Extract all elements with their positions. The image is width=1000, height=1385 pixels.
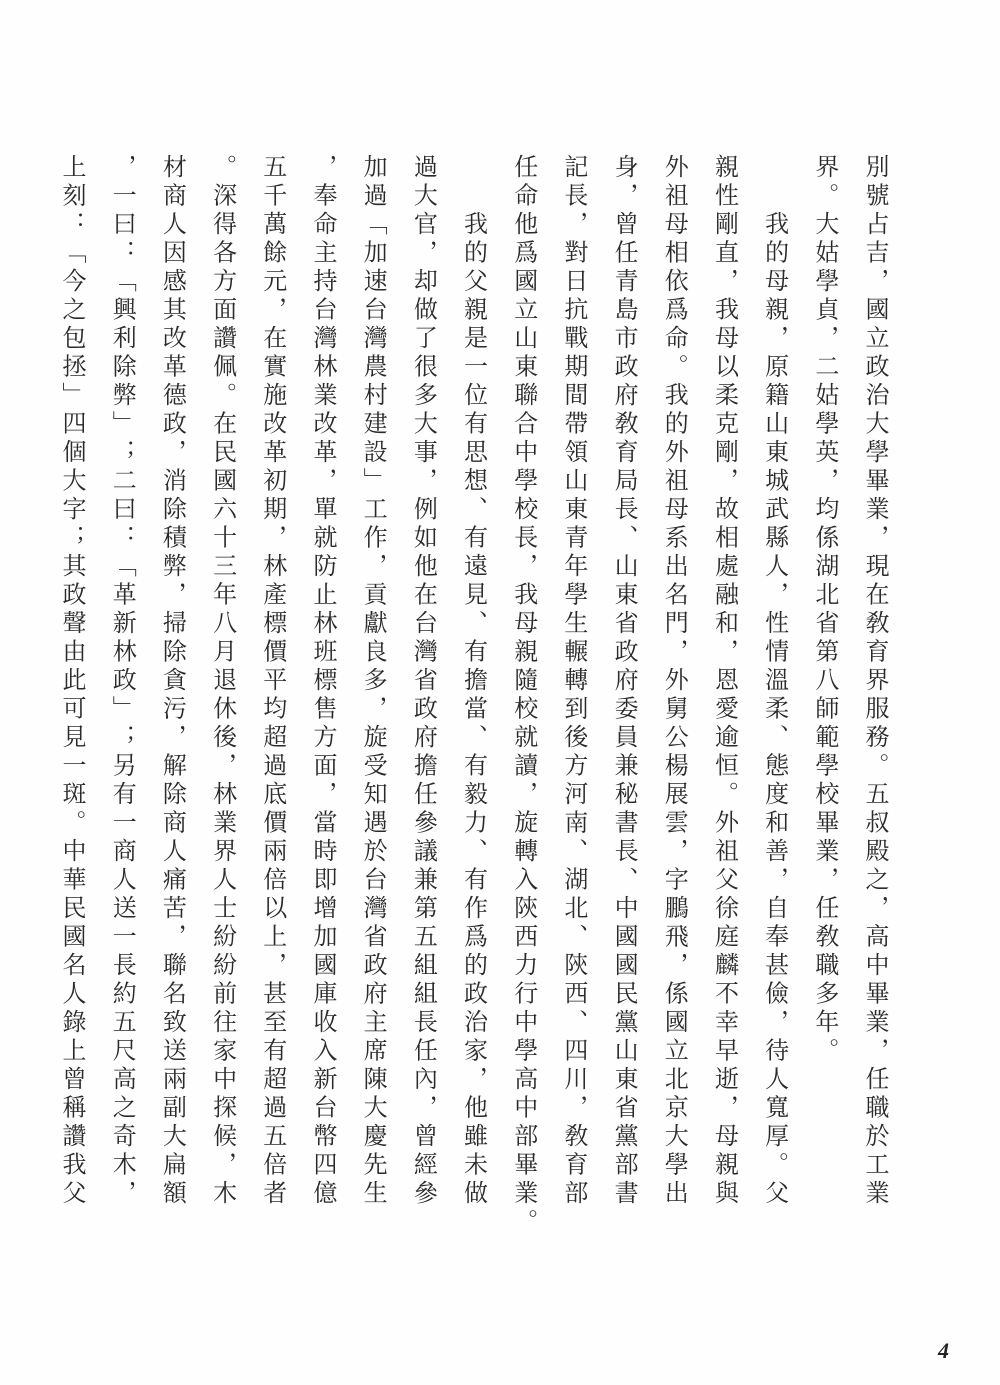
text-column-7: 記長，對日抗戰期間帶領山東青年學生輾轉到後方河南、湖北、陝西、四川，敎育部	[559, 154, 588, 1209]
text-column-14: 。深得各方面讚佩。在民國六十三年八月退休後，林業界人士紛紛前往家中探候，木	[208, 154, 237, 1209]
text-column-8: 任命他爲國立山東聯合中學校長，我母親隨校就讀，旋轉入陝西力行中學高中部畢業。	[509, 154, 538, 1237]
text-column-2: 界。大姑學貞，二姑學英，均係湖北省第八師範學校畢業，任敎職多年。	[810, 154, 839, 1066]
page-number: 4	[938, 1338, 949, 1363]
text-column-17: 上刻：「今之包拯」四個大字；其政聲由此可見一斑。中華民國名人錄上曾稱讚我父	[58, 154, 86, 1209]
text-column-12: ，奉命主持台灣林業改革，單就防止林班標售方面，當時即增加國庫收入新台幣四億	[308, 154, 337, 1209]
vertical-text-block	[47, 154, 900, 1237]
text-column-4: 親性剛直，我母以柔克剛，故相處融和，恩愛逾恒。外祖父徐庭麟不幸早逝，母親與	[710, 154, 739, 1209]
text-column-13: 五千萬餘元，在實施改革初期，林產標價平均超過底價兩倍以上，甚至有超過五倍者	[258, 154, 287, 1209]
text-column-11: 加過「加速台灣農村建設」工作，貢獻良多，旋受知遇於台灣省政府主席陳大慶先生	[359, 154, 388, 1209]
text-column-16: ，一曰：「興利除弊」；二曰：「革新林政」；另有一商人送一長約五尺高之奇木，	[108, 154, 137, 1209]
text-column-10: 過大官，却做了很多大事，例如他在台灣省政府擔任參議兼第五組組長任內，曾經參	[409, 154, 438, 1209]
text-column-6: 身，曾任青島市政府敎育局長、山東省政府委員兼秘書長、中國國民黨山東省黨部書	[610, 154, 639, 1209]
text-column-15: 材商人因感其改革德政，消除積弊，掃除貪污，解除商人痛苦，聯名致送兩副大扁額	[158, 154, 187, 1209]
text-column-3-paragraph-start: 我的母親，原籍山東城武縣人，性情溫柔、態度和善，自奉甚儉，待人寬厚。父	[760, 211, 789, 1209]
text-column-9-paragraph-start: 我的父親是一位有思想、有遠見、有擔當、有毅力、有作爲的政治家，他雖未做	[459, 211, 488, 1209]
text-column-1: 別號占吉，國立政治大學畢業，現在敎育界服務。五叔殿之，高中畢業，任職於工業	[861, 154, 889, 1209]
text-column-5: 外祖母相依爲命。我的外祖母系出名門，外舅公楊展雲，字鵬飛，係國立北京大學出	[660, 154, 689, 1209]
